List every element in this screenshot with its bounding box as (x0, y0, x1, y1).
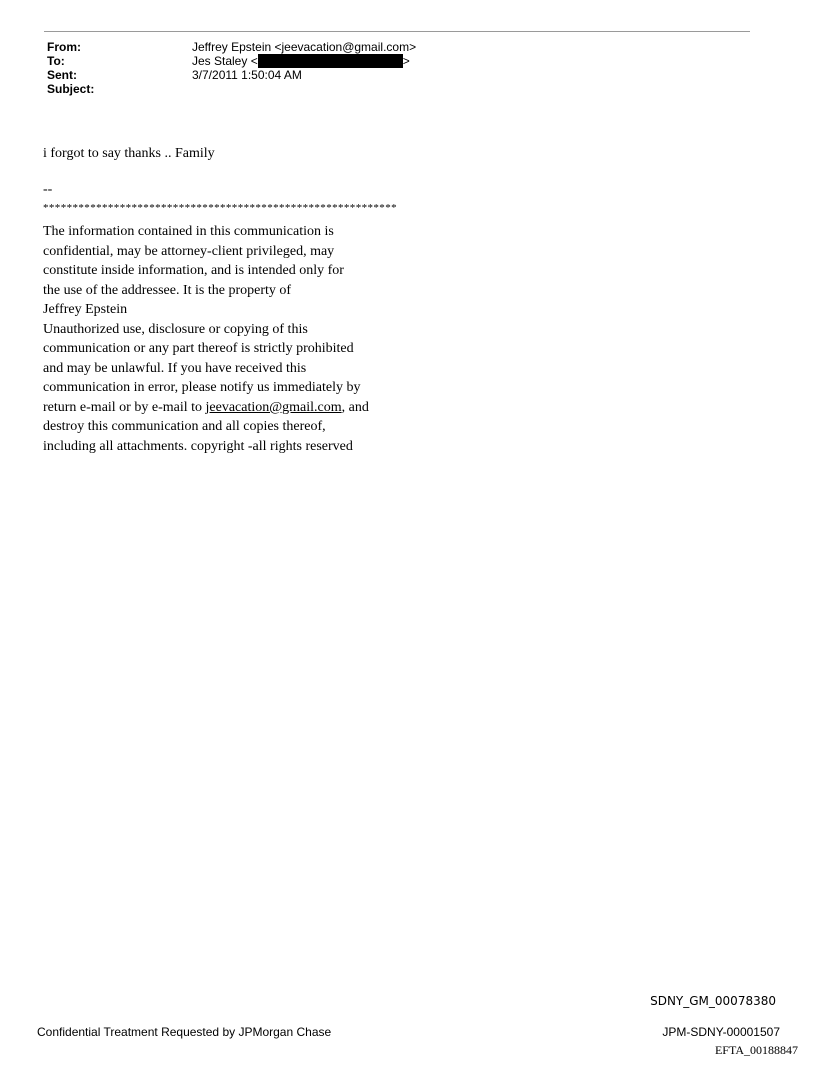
from-value: Jeffrey Epstein <jeevacation@gmail.com> (192, 40, 417, 54)
subject-row (47, 82, 416, 96)
jpm-bates-number: JPM-SDNY-00001507 (662, 1025, 780, 1039)
disclaimer-line: the use of the addressee. It is the property of (43, 282, 292, 298)
disclaimer-line-with-email (43, 398, 369, 418)
signature-separator: -- (43, 182, 53, 197)
asterisk-divider: ************************************************************ (43, 202, 397, 214)
email-link[interactable]: jeevacation@gmail.com (205, 399, 342, 415)
redaction-box (258, 54, 403, 68)
disclaimer-line: Unauthorized use, disclosure or copying of this (43, 321, 308, 337)
disclaimer-line: destroy this communication and all copies thereof, (43, 419, 326, 434)
header-divider (44, 31, 750, 32)
sent-value: 3/7/2011 1:50:04 AM (192, 68, 302, 82)
disclaimer-line: communication in error, please notify us immediately by (43, 380, 361, 395)
disclaimer-line: and may be unlawful. If you have received this (43, 360, 307, 376)
to-name: Jes Staley < (192, 54, 258, 68)
sent-row (47, 68, 416, 82)
message-body: i forgot to say thanks .. Family (43, 146, 215, 161)
disclaimer-line: confidential, may be attorney-client privileged, may (43, 243, 335, 259)
disclaimer-text: return e-mail or by e-mail to (43, 399, 206, 415)
disclaimer-line: The information contained in this communication is (43, 224, 334, 239)
from-label: From: (47, 40, 81, 54)
disclaimer-line: constitute inside information, and is intended only for (43, 263, 344, 278)
confidential-treatment-note: Confidential Treatment Requested by JPMorgan Chase (37, 1025, 332, 1039)
email-header (47, 40, 416, 96)
from-row (47, 40, 416, 54)
confidentiality-disclaimer (43, 222, 369, 456)
sent-label: Sent: (47, 68, 77, 82)
to-row (47, 54, 416, 68)
efta-bates-number: EFTA_00188847 (714, 1043, 798, 1057)
disclaimer-line: including all attachments. copyright -all rights reserved (43, 438, 353, 454)
sdny-bates-stamp: SDNY_GM_00078380 (650, 994, 776, 1008)
to-label: To: (47, 54, 65, 68)
disclaimer-line: Jeffrey Epstein (43, 302, 128, 317)
disclaimer-text: , and (341, 399, 369, 415)
subject-label: Subject: (47, 82, 95, 96)
to-closing-bracket: > (402, 54, 410, 68)
to-value (192, 54, 410, 68)
disclaimer-line: communication or any part thereof is strictly prohibited (43, 341, 354, 356)
